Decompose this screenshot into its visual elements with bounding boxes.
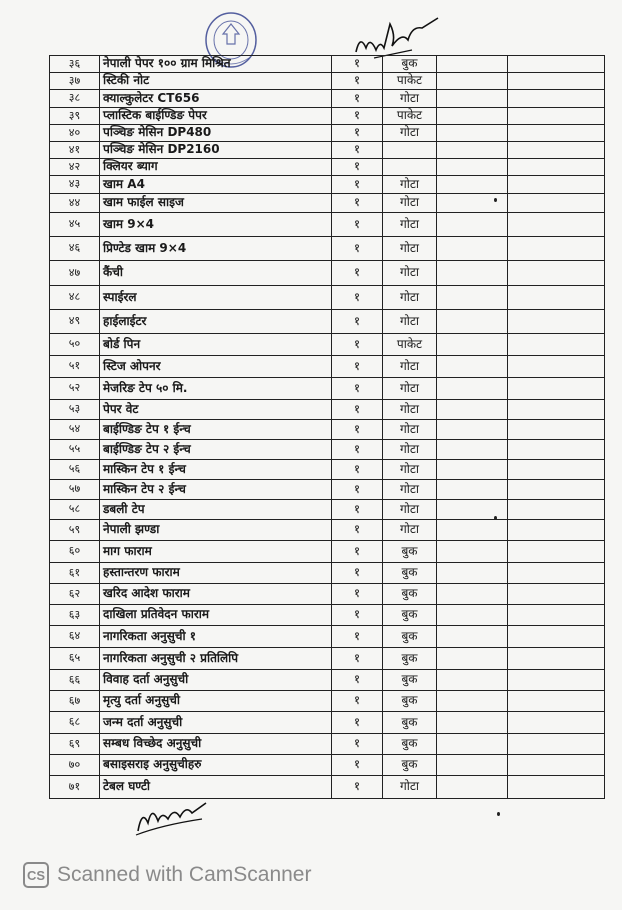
table-row	[50, 356, 605, 378]
quantity-cell: १	[332, 440, 383, 460]
table-row	[50, 440, 605, 460]
serial-number-cell: ६०	[50, 541, 100, 563]
serial-number-cell: ४८	[50, 286, 100, 310]
blank-cell	[437, 90, 508, 108]
item-name-cell: टेबल घण्टी	[100, 776, 332, 799]
quantity-cell: १	[332, 194, 383, 213]
table-row	[50, 142, 605, 159]
item-name-cell: सम्बध विच्छेद अनुसुची	[100, 734, 332, 755]
blank-cell	[437, 691, 508, 712]
item-name-cell: हस्तान्तरण फाराम	[100, 563, 332, 584]
unit-cell: गोटा	[383, 378, 437, 400]
item-name-cell: पेपर वेट	[100, 400, 332, 420]
quantity-cell: १	[332, 125, 383, 142]
item-name-cell: बसाइसराइ अनुसुचीहरु	[100, 755, 332, 776]
blank-cell	[508, 125, 605, 142]
blank-cell	[437, 712, 508, 734]
unit-cell: गोटा	[383, 286, 437, 310]
serial-number-cell: ५४	[50, 420, 100, 440]
unit-cell: गोटा	[383, 440, 437, 460]
item-name-cell: पञ्चिङ मेसिन DP2160	[100, 142, 332, 159]
item-name-cell: स्पाईरल	[100, 286, 332, 310]
blank-cell	[508, 159, 605, 176]
table-row	[50, 420, 605, 440]
item-name-cell: मास्किन टेप १ ईन्च	[100, 460, 332, 480]
unit-cell: गोटा	[383, 310, 437, 334]
quantity-cell: १	[332, 108, 383, 125]
item-name-cell: माग फाराम	[100, 541, 332, 563]
serial-number-cell: ७०	[50, 755, 100, 776]
table-row	[50, 584, 605, 605]
camscanner-logo-icon: CS	[23, 862, 49, 888]
blank-cell	[437, 776, 508, 799]
quantity-cell: १	[332, 648, 383, 670]
blank-cell	[508, 691, 605, 712]
blank-cell	[508, 440, 605, 460]
quantity-cell: १	[332, 213, 383, 237]
quantity-cell: १	[332, 142, 383, 159]
blank-cell	[508, 194, 605, 213]
serial-number-cell: ४२	[50, 159, 100, 176]
quantity-cell: १	[332, 670, 383, 691]
quantity-cell: १	[332, 378, 383, 400]
unit-cell: पाकेट	[383, 108, 437, 125]
item-name-cell: क्लियर ब्याग	[100, 159, 332, 176]
table-row	[50, 605, 605, 626]
serial-number-cell: ४१	[50, 142, 100, 159]
table-row	[50, 90, 605, 108]
blank-cell	[437, 734, 508, 755]
inventory-table	[49, 55, 605, 799]
item-name-cell: मेजरिङ टेप ५० मि.	[100, 378, 332, 400]
blank-cell	[437, 584, 508, 605]
serial-number-cell: ५३	[50, 400, 100, 420]
blank-cell	[437, 520, 508, 541]
quantity-cell: १	[332, 90, 383, 108]
unit-cell: गोटा	[383, 261, 437, 286]
blank-cell	[437, 125, 508, 142]
serial-number-cell: ५१	[50, 356, 100, 378]
item-name-cell: प्रिण्टेड खाम 9×4	[100, 237, 332, 261]
quantity-cell: १	[332, 73, 383, 90]
item-name-cell: बोर्ड पिन	[100, 334, 332, 356]
unit-cell: बुक	[383, 712, 437, 734]
watermark-text: Scanned with CamScanner	[57, 863, 312, 886]
unit-cell: गोटा	[383, 400, 437, 420]
quantity-cell: १	[332, 734, 383, 755]
table-row	[50, 734, 605, 755]
unit-cell: पाकेट	[383, 73, 437, 90]
unit-cell: बुक	[383, 691, 437, 712]
serial-number-cell: ३८	[50, 90, 100, 108]
blank-cell	[437, 142, 508, 159]
table-row	[50, 159, 605, 176]
blank-cell	[437, 176, 508, 194]
serial-number-cell: ६७	[50, 691, 100, 712]
blank-cell	[508, 142, 605, 159]
blank-cell	[437, 420, 508, 440]
serial-number-cell: ४७	[50, 261, 100, 286]
table-row	[50, 480, 605, 500]
camscanner-watermark	[23, 861, 311, 889]
unit-cell: बुक	[383, 584, 437, 605]
blank-cell	[437, 670, 508, 691]
blank-cell	[508, 213, 605, 237]
blank-cell	[508, 56, 605, 73]
blank-cell	[508, 500, 605, 520]
item-name-cell: स्टिकी नोट	[100, 73, 332, 90]
quantity-cell: १	[332, 755, 383, 776]
unit-cell: गोटा	[383, 125, 437, 142]
quantity-cell: १	[332, 584, 383, 605]
unit-cell: बुक	[383, 605, 437, 626]
quantity-cell: १	[332, 776, 383, 799]
blank-cell	[437, 626, 508, 648]
unit-cell: गोटा	[383, 480, 437, 500]
serial-number-cell: ५६	[50, 460, 100, 480]
unit-cell: बुक	[383, 626, 437, 648]
blank-cell	[508, 356, 605, 378]
unit-cell: गोटा	[383, 420, 437, 440]
blank-cell	[508, 286, 605, 310]
serial-number-cell: ३९	[50, 108, 100, 125]
unit-cell: गोटा	[383, 194, 437, 213]
serial-number-cell: ५९	[50, 520, 100, 541]
quantity-cell: १	[332, 334, 383, 356]
blank-cell	[437, 310, 508, 334]
item-name-cell: विवाह दर्ता अनुसुची	[100, 670, 332, 691]
table-row	[50, 691, 605, 712]
table-row	[50, 712, 605, 734]
serial-number-cell: ६५	[50, 648, 100, 670]
unit-cell	[383, 159, 437, 176]
blank-cell	[508, 310, 605, 334]
unit-cell: गोटा	[383, 237, 437, 261]
item-name-cell: खाम A4	[100, 176, 332, 194]
blank-cell	[508, 563, 605, 584]
quantity-cell: १	[332, 310, 383, 334]
serial-number-cell: ६४	[50, 626, 100, 648]
item-name-cell: बाईण्डिङ टेप २ ईन्च	[100, 440, 332, 460]
quantity-cell: १	[332, 261, 383, 286]
item-name-cell: प्लास्टिक बाईण्डिङ पेपर	[100, 108, 332, 125]
blank-cell	[437, 73, 508, 90]
ink-mark	[497, 812, 500, 816]
quantity-cell: १	[332, 400, 383, 420]
blank-cell	[508, 520, 605, 541]
serial-number-cell: ५०	[50, 334, 100, 356]
ink-mark	[494, 198, 497, 202]
unit-cell: बुक	[383, 541, 437, 563]
item-name-cell: क्याल्कुलेटर CT656	[100, 90, 332, 108]
unit-cell	[383, 142, 437, 159]
quantity-cell: १	[332, 356, 383, 378]
blank-cell	[437, 213, 508, 237]
quantity-cell: १	[332, 626, 383, 648]
blank-cell	[508, 108, 605, 125]
quantity-cell: १	[332, 176, 383, 194]
unit-cell: गोटा	[383, 776, 437, 799]
serial-number-cell: ६९	[50, 734, 100, 755]
table-row	[50, 213, 605, 237]
quantity-cell: १	[332, 159, 383, 176]
blank-cell	[508, 584, 605, 605]
blank-cell	[508, 73, 605, 90]
table-row	[50, 500, 605, 520]
item-name-cell: नेपाली झण्डा	[100, 520, 332, 541]
quantity-cell: १	[332, 691, 383, 712]
unit-cell: गोटा	[383, 213, 437, 237]
blank-cell	[437, 440, 508, 460]
unit-cell: गोटा	[383, 90, 437, 108]
unit-cell: गोटा	[383, 176, 437, 194]
serial-number-cell: ५२	[50, 378, 100, 400]
quantity-cell: १	[332, 480, 383, 500]
table-row	[50, 626, 605, 648]
blank-cell	[508, 541, 605, 563]
serial-number-cell: ५७	[50, 480, 100, 500]
blank-cell	[508, 90, 605, 108]
table-row	[50, 108, 605, 125]
item-name-cell: खाम फाईल साइज	[100, 194, 332, 213]
table-row	[50, 73, 605, 90]
quantity-cell: १	[332, 605, 383, 626]
unit-cell: बुक	[383, 755, 437, 776]
serial-number-cell: ४४	[50, 194, 100, 213]
quantity-cell: १	[332, 286, 383, 310]
table-row	[50, 286, 605, 310]
item-name-cell: मृत्यु दर्ता अनुसुची	[100, 691, 332, 712]
blank-cell	[508, 776, 605, 799]
blank-cell	[437, 378, 508, 400]
handwritten-signature	[132, 795, 212, 839]
serial-number-cell: ३७	[50, 73, 100, 90]
table-row	[50, 194, 605, 213]
item-name-cell: हाईलाईटर	[100, 310, 332, 334]
blank-cell	[437, 648, 508, 670]
serial-number-cell: ६२	[50, 584, 100, 605]
blank-cell	[437, 541, 508, 563]
unit-cell: बुक	[383, 563, 437, 584]
unit-cell: बुक	[383, 648, 437, 670]
quantity-cell: १	[332, 712, 383, 734]
serial-number-cell: ६६	[50, 670, 100, 691]
blank-cell	[437, 194, 508, 213]
table-row	[50, 56, 605, 73]
quantity-cell: १	[332, 56, 383, 73]
item-name-cell: खरिद आदेश फाराम	[100, 584, 332, 605]
serial-number-cell: ६८	[50, 712, 100, 734]
serial-number-cell: ७१	[50, 776, 100, 799]
serial-number-cell: ४०	[50, 125, 100, 142]
quantity-cell: १	[332, 420, 383, 440]
blank-cell	[508, 237, 605, 261]
blank-cell	[508, 460, 605, 480]
table-row	[50, 261, 605, 286]
blank-cell	[437, 563, 508, 584]
item-name-cell: दाखिला प्रतिवेदन फाराम	[100, 605, 332, 626]
table-row	[50, 541, 605, 563]
blank-cell	[437, 334, 508, 356]
blank-cell	[508, 176, 605, 194]
table-row	[50, 334, 605, 356]
blank-cell	[508, 670, 605, 691]
blank-cell	[508, 626, 605, 648]
item-name-cell: जन्म दर्ता अनुसुची	[100, 712, 332, 734]
quantity-cell: १	[332, 237, 383, 261]
item-name-cell: बाईण्डिङ टेप १ ईन्च	[100, 420, 332, 440]
blank-cell	[437, 480, 508, 500]
blank-cell	[508, 755, 605, 776]
blank-cell	[508, 734, 605, 755]
table-row	[50, 378, 605, 400]
item-name-cell: कैंची	[100, 261, 332, 286]
item-name-cell: मास्किन टेप २ ईन्च	[100, 480, 332, 500]
item-name-cell: पञ्चिङ मेसिन DP480	[100, 125, 332, 142]
table-row	[50, 520, 605, 541]
quantity-cell: १	[332, 541, 383, 563]
unit-cell: गोटा	[383, 500, 437, 520]
item-name-cell: नागरिकता अनुसुची २ प्रतिलिपि	[100, 648, 332, 670]
serial-number-cell: ४९	[50, 310, 100, 334]
blank-cell	[437, 56, 508, 73]
serial-number-cell: ५५	[50, 440, 100, 460]
unit-cell: बुक	[383, 670, 437, 691]
ink-mark	[494, 516, 497, 520]
blank-cell	[437, 159, 508, 176]
serial-number-cell: ६३	[50, 605, 100, 626]
blank-cell	[437, 605, 508, 626]
quantity-cell: १	[332, 500, 383, 520]
blank-cell	[508, 712, 605, 734]
blank-cell	[437, 356, 508, 378]
serial-number-cell: ४३	[50, 176, 100, 194]
serial-number-cell: ३६	[50, 56, 100, 73]
blank-cell	[508, 480, 605, 500]
blank-cell	[437, 108, 508, 125]
blank-cell	[437, 261, 508, 286]
blank-cell	[508, 261, 605, 286]
unit-cell: पाकेट	[383, 334, 437, 356]
table-row	[50, 125, 605, 142]
blank-cell	[437, 237, 508, 261]
table-row	[50, 310, 605, 334]
unit-cell: गोटा	[383, 460, 437, 480]
quantity-cell: १	[332, 563, 383, 584]
item-name-cell: नागरिकता अनुसुची १	[100, 626, 332, 648]
table-row	[50, 237, 605, 261]
serial-number-cell: ५८	[50, 500, 100, 520]
unit-cell: गोटा	[383, 356, 437, 378]
unit-cell: बुक	[383, 56, 437, 73]
unit-cell: बुक	[383, 734, 437, 755]
blank-cell	[508, 400, 605, 420]
table-row	[50, 176, 605, 194]
serial-number-cell: ६१	[50, 563, 100, 584]
serial-number-cell: ४५	[50, 213, 100, 237]
blank-cell	[437, 286, 508, 310]
blank-cell	[508, 648, 605, 670]
unit-cell: गोटा	[383, 520, 437, 541]
blank-cell	[508, 605, 605, 626]
table-row	[50, 670, 605, 691]
item-name-cell: डबली टेप	[100, 500, 332, 520]
item-name-cell: नेपाली पेपर १०० ग्राम मिश्रित	[100, 56, 332, 73]
serial-number-cell: ४६	[50, 237, 100, 261]
blank-cell	[508, 420, 605, 440]
quantity-cell: १	[332, 520, 383, 541]
blank-cell	[437, 400, 508, 420]
table-row	[50, 400, 605, 420]
table-row	[50, 460, 605, 480]
table-row	[50, 648, 605, 670]
quantity-cell: १	[332, 460, 383, 480]
item-name-cell: स्टिज ओपनर	[100, 356, 332, 378]
blank-cell	[437, 460, 508, 480]
item-name-cell: खाम 9×4	[100, 213, 332, 237]
blank-cell	[508, 334, 605, 356]
table-row	[50, 755, 605, 776]
blank-cell	[437, 755, 508, 776]
blank-cell	[508, 378, 605, 400]
table-row	[50, 563, 605, 584]
